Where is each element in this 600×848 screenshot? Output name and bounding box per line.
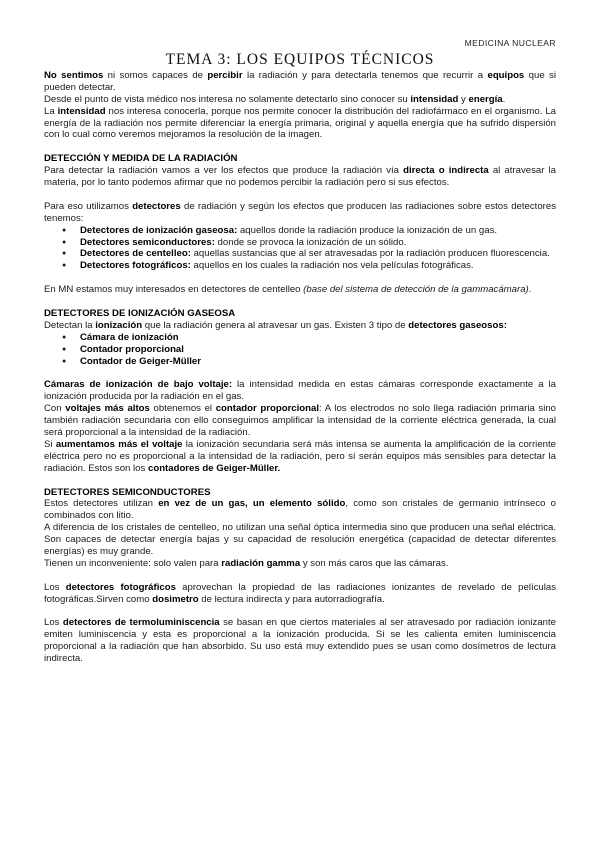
section1-paragraph-2: Para eso utilizamos detectores de radiación y según los efectos que producen las radiaciones sobre estos detectores tenemos: [44, 200, 556, 224]
section2-paragraph-4: Si aumentamos más el voltaje la ionización secundaria será más intensa se aumenta la amplificación de la corriente eléctrica pero no es proporcional a la intensidad de la radiación, pero sí serán equipos más sensibles para detectar la radiación. Estos son los contadores de Geiger-Müller. [44, 438, 556, 474]
section2-paragraph-3: Con voltajes más altos obtenemos el contador proporcional: A los electrodos no solo llega radiación primaria sino también radiación secundaria con ello conseguimos amplificar la intensidad de la corriente eléctrica generada, la cual será proporcional a la intensidad de la radiación. [44, 403, 557, 439]
page-header: MEDICINA NUCLEAR [464, 38, 556, 48]
section3-paragraph-4: Los detectores fotográficos aprovechan la propiedad de las radiaciones ionizantes de revelado de películas fotográficas.Sirven como dosimetro de lectura indirecta y para autorradiografía. [44, 581, 557, 605]
section1-paragraph-3: En MN estamos muy interesados en detectores de centelleo (base del sistema de detección de la gammacámara). [44, 284, 532, 296]
list-item: ● Detectores de centelleo: aquellas sustancias que al ser atravesadas por la radiación producen fluorescencia. [80, 248, 556, 260]
section2-paragraph-2: Cámaras de ionización de bajo voltaje: la intensidad medida en estas cámaras corresponde exactamente a la ionización producida por la radiación en el gas. [44, 379, 557, 403]
list-item: ● Detectores de ionización gaseosa: aquellos donde la radiación produce la ionización de un gas. [80, 225, 556, 237]
detector-types-list [44, 225, 556, 273]
section-heading-deteccion: DETECCIÓN Y MEDIDA DE LA RADIACIÓN [44, 153, 238, 165]
section3-paragraph-3: Tienen un inconveniente: solo valen para radiación gamma y son más caros que las cámaras. [44, 557, 449, 569]
section3-paragraph-2: A diferencia de los cristales de centelleo, no utilizan una señal óptica intermedia sino que producen una señal eléctrica. Son capaces de detectar energía bajas y su capacidad de resolución energética (capacidad de detectar diferentes energías) es muy grande. [44, 522, 556, 558]
list-item: ● Cámara de ionización [80, 332, 556, 344]
section1-paragraph-1: Para detectar la radiación vamos a ver los efectos que produce la radiación vía directa o indirecta al atravesar la materia, por lo tanto podemos afirmar que no podemos percibir la radiación pero si sus efectos. [44, 165, 557, 189]
page-title: TEMA 3: LOS EQUIPOS TÉCNICOS [165, 51, 435, 68]
list-item: ● Detectores semiconductores: donde se provoca la ionización de un sólido. [80, 237, 556, 249]
section3-paragraph-1: Estos detectores utilizan en vez de un gas, un elemento sólido, como son cristales de germanio intrínseco o combinados con litio. [44, 498, 556, 522]
list-item: ● Contador proporcional [80, 344, 556, 356]
gaseous-detectors-list [44, 332, 556, 368]
intro-paragraph-1: No sentimos ni somos capaces de percibir la radiación y para detectarla tenemos que recurrir a equipos que si pueden detectar. [44, 69, 556, 93]
intro-paragraph-3: La intensidad nos interesa conocerla, porque nos permite conocer la distribución del radiofármaco en el organismo. La energía de la radiación nos permite diferenciar la energía primaria, original y aquella energía que ha sufrido dispersión con lo cual como veremos mejoramos la resolución de la imagen. [44, 105, 556, 141]
list-item: ● Contador de Geiger-Müller [80, 356, 556, 368]
section-heading-ionizacion-gaseosa: DETECTORES DE IONIZACIÓN GASEOSA [44, 307, 236, 319]
section-heading-semiconductores: DETECTORES SEMICONDUCTORES [44, 486, 211, 498]
intro-paragraph-2: Desde el punto de vista médico nos interesa no solamente detectarlo sino conocer su intensidad y energía. [44, 93, 506, 105]
section2-paragraph-1: Detectan la ionización que la radiación genera al atravesar un gas. Existen 3 tipo de detectores gaseosos: [44, 319, 507, 331]
section3-paragraph-5: Los detectores de termoluminiscencia se basan en que ciertos materiales al ser atravesado por radiación ionizante emiten luminiscencia y esta es proporcional a la ionización producida. Si se les calienta emiten luminiscencia proporcional a la radiación que han absorbido. Su uso está muy extendido pues se usan como dosímetros de lectura indirecta. [44, 617, 556, 665]
list-item: ● Detectores fotográficos: aquellos en los cuales la radiación nos vela películas fotográficas. [80, 260, 556, 272]
